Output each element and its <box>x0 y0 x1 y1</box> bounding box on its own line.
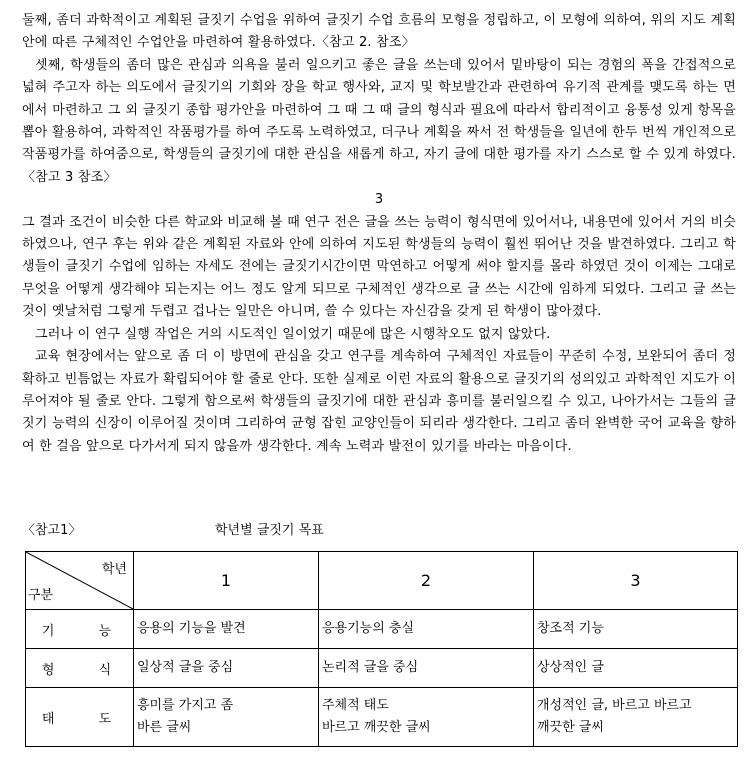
row-label-form: 형 식 <box>26 649 134 688</box>
cell-line: 주체적 태도 <box>322 698 389 713</box>
paragraph-third: 셋째, 학생들의 좀더 많은 관심과 의욕을 불러 일으키고 좋은 글을 쓰는데 있어서 밑바탕이 되는 경험의 폭을 간접적으로 넓혀 주고자 하는 의도에서 글짓기의 기회와 장을 학교 행사와, 교지 및 학보발간과 관련하여 유기적 관계를 맺도록 하는 면에서 마련하고 그 외 글짓기 종합 평가안을 마련하여 그 때 그 때 글의 형식과 필요에 따라서 합리적이고 융통성 있게 항목을 뽑아 활용하여, 과학적인 작품평가를 하여 주도록 노력하였고, 더구나 계획을 짜서 전 학생들을 일년에 한두 번씩 개인적으로 작품평가를 하여줌으로, 학생들의 글짓기에 대한 관심을 새롭게 하고, 자기 글에 대한 평가를 자기 스스로 할 수 있게 하였다.〈참고 3 참조〉 <box>22 57 736 185</box>
grade-header-3: 3 <box>534 552 738 610</box>
cell-line: 개성적인 글, 바르고 바르고 <box>537 698 692 713</box>
paragraph-result: 그 결과 조건이 비슷한 다른 학교와 비교해 볼 때 연구 전은 글을 쓰는 능력이 형식면에 있어서나, 내용면에 있어서 거의 비슷하였으나, 연구 후는 위와 같은 계획된 자료와 안에 의하여 지도된 학생들의 능력이 훨씬 뛰어난 것을 발견하였다. 그리고 학생들이 글짓기 수업에 임하는 자세도 전에는 글짓기시간이면 막연하고 어떻게 써야 할지를 몰라 하였던 것이 이제는 그대로 무엇을 어떻게 생각해야 되는지는 어느 정도 알게 되므로 구체적인 생각으로 글 쓰는 시간에 임하게 되었다. 그리고 글 쓰는 것이 옛날처럼 그렇게 두렵고 겁나는 일만은 아니며, 쓸 수 있다는 자신감을 갖게 된 학생이 많아졌다. <box>22 214 736 320</box>
cell-line: 흥미를 가지고 좀 <box>137 698 234 713</box>
corner-grade-label: 학년 <box>101 562 127 577</box>
cell-line: 바르고 깨끗한 글씨 <box>322 720 431 735</box>
table-cell <box>319 688 534 747</box>
paragraph-second: 둘째, 좀더 과학적이고 계획된 글짓기 수업을 위하여 글짓기 수업 흐름의 모형을 정립하고, 이 모형에 의하여, 위의 지도 계획안에 따른 구체적인 수업안을 마련하여 활용하였다.〈참고 2. 참조〉 <box>22 13 736 51</box>
cell-line: 깨끗한 글씨 <box>537 720 604 735</box>
table-cell: 창조적 기능 <box>534 610 738 649</box>
table-row <box>26 688 738 747</box>
table-cell: 상상적인 글 <box>534 649 738 688</box>
grade-goals-table <box>25 551 738 747</box>
reference-label: 〈참고1〉 <box>22 523 82 538</box>
row-label-attitude: 태 도 <box>26 688 134 747</box>
table-cell: 응용기능의 충실 <box>319 610 534 649</box>
table-cell: 논리적 글을 중심 <box>319 649 534 688</box>
table-row <box>26 610 738 649</box>
table-cell <box>134 688 319 747</box>
table-header-row <box>26 552 738 610</box>
paragraph-conclusion: 교육 현장에서는 앞으로 좀 더 이 방면에 관심을 갖고 연구를 계속하여 구체적인 자료들이 꾸준히 수정, 보완되어 좀더 정확하고 빈틈없는 자료가 확립되어야 할 줄로 안다. 또한 실제로 이런 자료의 활용으로 글짓기의 성의있고 과학적인 지도가 이루어져야 될 줄로 안다. 그렇게 함으로써 학생들의 글짓기에 대한 관심과 흥미를 불러일으킬 수 있고, 나아가서는 그들의 글짓기 능력의 신장이 이루어질 것이며 그리하여 균형 잡힌 교양인들이 되리라 생각한다. 그리고 좀더 완벽한 국어 교육을 향하여 한 걸음 앞으로 다가서게 되지 않을까 생각한다. 계속 노력과 발전이 있기를 바라는 마음이다. <box>22 349 736 454</box>
paragraph-limitations: 그러나 이 연구 실행 작업은 거의 시도적인 일이었기 때문에 많은 시행착오도 없지 않았다. <box>35 326 551 342</box>
table-cell: 일상적 글을 중심 <box>134 649 319 688</box>
row-label-skill: 기 능 <box>26 610 134 649</box>
reference-header <box>22 519 736 543</box>
body-text <box>22 10 736 458</box>
corner-cell <box>26 552 134 610</box>
grade-header-1: 1 <box>134 552 319 610</box>
corner-category-label: 구분 <box>28 588 54 603</box>
page-number: 3 <box>374 192 384 208</box>
table-cell <box>534 688 738 747</box>
table-row <box>26 649 738 688</box>
cell-line: 바른 글씨 <box>137 720 192 735</box>
table-cell: 응용의 기능을 발견 <box>134 610 319 649</box>
table-title: 학년별 글짓기 목표 <box>215 523 324 538</box>
grade-header-2: 2 <box>319 552 534 610</box>
